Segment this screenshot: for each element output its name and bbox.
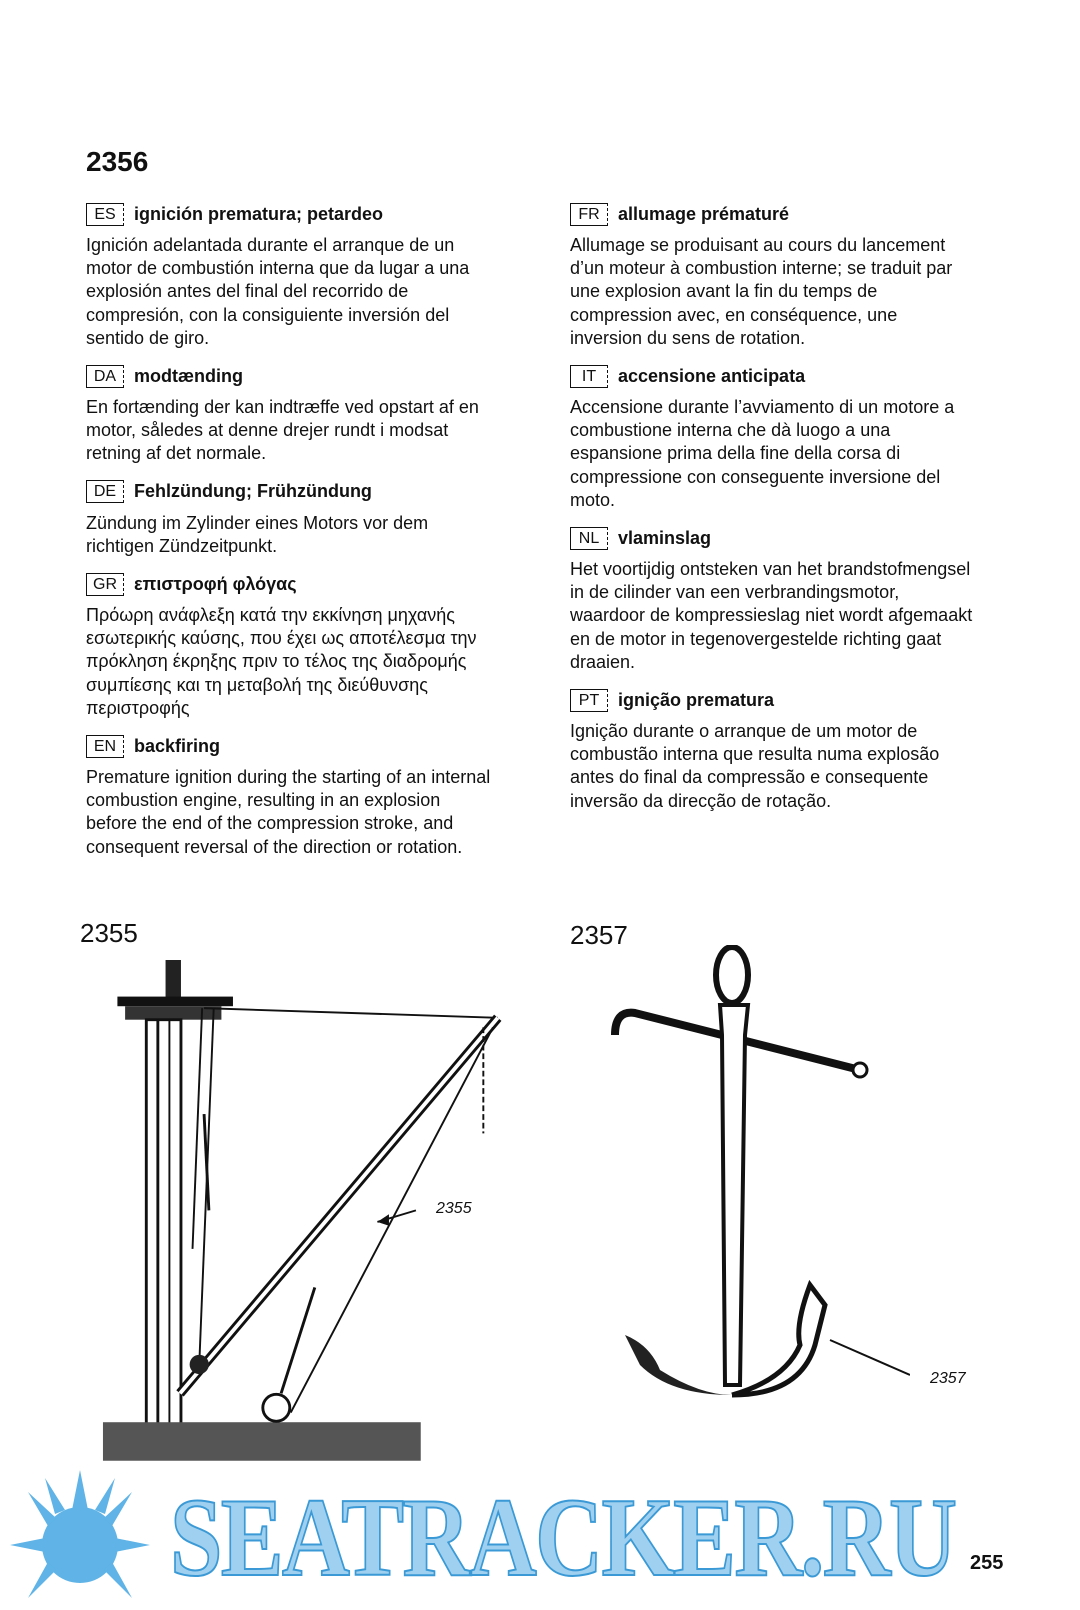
language-code-box: FR xyxy=(570,203,608,226)
entry-heading xyxy=(570,201,1060,227)
entry-gr xyxy=(86,571,556,720)
language-code-box: PT xyxy=(570,689,608,712)
entry-da xyxy=(86,363,556,466)
figure-number-2355: 2355 xyxy=(80,918,138,948)
definition-line: combustion engine, resulting in an explosion xyxy=(86,790,441,811)
definition xyxy=(86,512,556,558)
definition-line: inversion du sens de rotation. xyxy=(570,327,806,348)
definition xyxy=(570,234,1060,350)
language-code-box: IT xyxy=(570,365,608,388)
term: vlaminslag xyxy=(618,527,712,548)
definition-line: d’un moteur à combustion interne; se traduit par xyxy=(570,258,953,279)
definition-line: Ignición adelantada durante el arranque de un xyxy=(86,235,455,255)
term: Fehlzündung; Frühzündung xyxy=(134,481,372,502)
entry-heading xyxy=(570,687,1060,713)
definition-line: Premature ignition during the starting of an internal xyxy=(86,767,491,788)
definition xyxy=(86,396,556,466)
left-column xyxy=(86,201,556,872)
definition-line: περιστροφής xyxy=(86,697,190,718)
definition-line: sentido de giro. xyxy=(86,327,210,348)
definition xyxy=(86,234,556,350)
definition-line: Het voortijdig ontsteken van het brandstofmengsel xyxy=(570,559,971,580)
entry-nl xyxy=(570,525,1060,674)
definition-line: richtigen Zündzeitpunkt. xyxy=(86,535,278,556)
definition-line: motor, således at denne drejer rundt i modsat xyxy=(86,420,449,441)
entry-number: 2356 xyxy=(86,146,149,177)
definition-line: waardoor de kompressieslag niet wordt afgemaakt xyxy=(570,605,973,626)
language-code-box: DE xyxy=(86,480,124,503)
definition-line: draaien. xyxy=(570,651,636,672)
definition-line: Allumage se produisant au cours du lancement xyxy=(570,235,946,255)
definition-line: une explosion avant la fin du temps de xyxy=(570,281,878,302)
entry-heading xyxy=(86,363,556,389)
term: ignição prematura xyxy=(618,689,775,710)
definition-line: explosión antes del final del recorrido de xyxy=(86,281,409,302)
entry-heading xyxy=(86,733,556,759)
language-code-box: NL xyxy=(570,527,608,550)
definition xyxy=(570,720,1060,813)
entry-heading xyxy=(86,479,556,505)
definition-line: Accensione durante l’avviamento di un motore a xyxy=(570,397,955,418)
entry-pt xyxy=(570,687,1060,813)
definition-line: in de cilinder van een verbrandingsmotor, xyxy=(570,582,900,603)
term: backfiring xyxy=(134,735,221,756)
term: modtænding xyxy=(134,365,243,386)
watermark-text: SEATRACKER.RU xyxy=(170,1476,956,1600)
definition-line: motor de combustión interna que da lugar a una xyxy=(86,258,470,279)
definition-line: πρόκληση έκρηξης πριν το τέλος της διαδρομής xyxy=(86,651,467,672)
definition-line: συμπίεσης και τη μεταβολή της διεύθυνσης xyxy=(86,674,428,695)
definition-line: combustão interna que resulta numa explosão xyxy=(570,744,940,765)
term: ignición prematura; petardeo xyxy=(134,203,384,224)
definition-line: Zündung im Zylinder eines Motors vor dem xyxy=(86,512,429,533)
page-number: 255 xyxy=(970,1552,1004,1574)
definition xyxy=(86,766,556,859)
entry-heading xyxy=(86,571,556,597)
term: allumage prématuré xyxy=(618,203,790,224)
right-column xyxy=(570,201,1060,826)
term: accensione anticipata xyxy=(618,365,806,386)
entry-es xyxy=(86,201,556,350)
definition-line: En fortænding der kan indtræffe ved opstart af en xyxy=(86,397,479,418)
language-code-box: EN xyxy=(86,735,124,758)
definition-line: combustione interna che dà luogo a una xyxy=(570,420,891,441)
definition-line: en de motor in tegenovergestelde richting gaat xyxy=(570,628,942,649)
entry-it xyxy=(570,363,1060,512)
definition-line: moto. xyxy=(570,489,616,510)
entry-heading xyxy=(86,201,556,227)
definition-line: compression avec, en conséquence, une xyxy=(570,304,898,325)
crane-illustration xyxy=(80,960,540,1480)
anchor-illustration xyxy=(610,945,910,1465)
definition-line: compresión, con la consiguiente inversión del xyxy=(86,304,450,325)
definition xyxy=(86,604,556,720)
term: επιστροφή φλόγας xyxy=(134,573,297,594)
definition-line: antes do final da compressão e consequente xyxy=(570,767,929,788)
language-code-box: ES xyxy=(86,203,124,226)
definition-line: consequent reversal of the direction or rotation. xyxy=(86,836,463,857)
definition-line: compressione con conseguente inversione del xyxy=(570,466,941,487)
figure-number-2357: 2357 xyxy=(570,920,628,950)
definition-line: Πρόωρη ανάφλεξη κατά την εκκίνηση μηχανής xyxy=(86,605,455,626)
entry-en xyxy=(86,733,556,859)
entry-heading xyxy=(570,525,1060,551)
definition-line: retning af det normale. xyxy=(86,443,267,464)
definition-line: Ignição durante o arranque de um motor de xyxy=(570,721,918,742)
definition-line: espansione prima della fine della corsa di xyxy=(570,443,901,464)
definition-line: εσωτερικής καύσης, που έχει ως αποτέλεσμα την xyxy=(86,628,477,649)
definition xyxy=(570,396,1060,512)
entry-heading xyxy=(570,363,1060,389)
language-code-box: DA xyxy=(86,365,124,388)
entry-de xyxy=(86,479,556,558)
figure-callout-2355: 2355 xyxy=(436,1200,472,1217)
definition xyxy=(570,558,1060,674)
entry-fr xyxy=(570,201,1060,350)
definition-line: before the end of the compression stroke, and xyxy=(86,813,454,834)
definition-line: inversão da direcção de rotação. xyxy=(570,790,832,811)
figure-callout-2357: 2357 xyxy=(930,1370,966,1387)
language-code-box: GR xyxy=(86,573,124,596)
